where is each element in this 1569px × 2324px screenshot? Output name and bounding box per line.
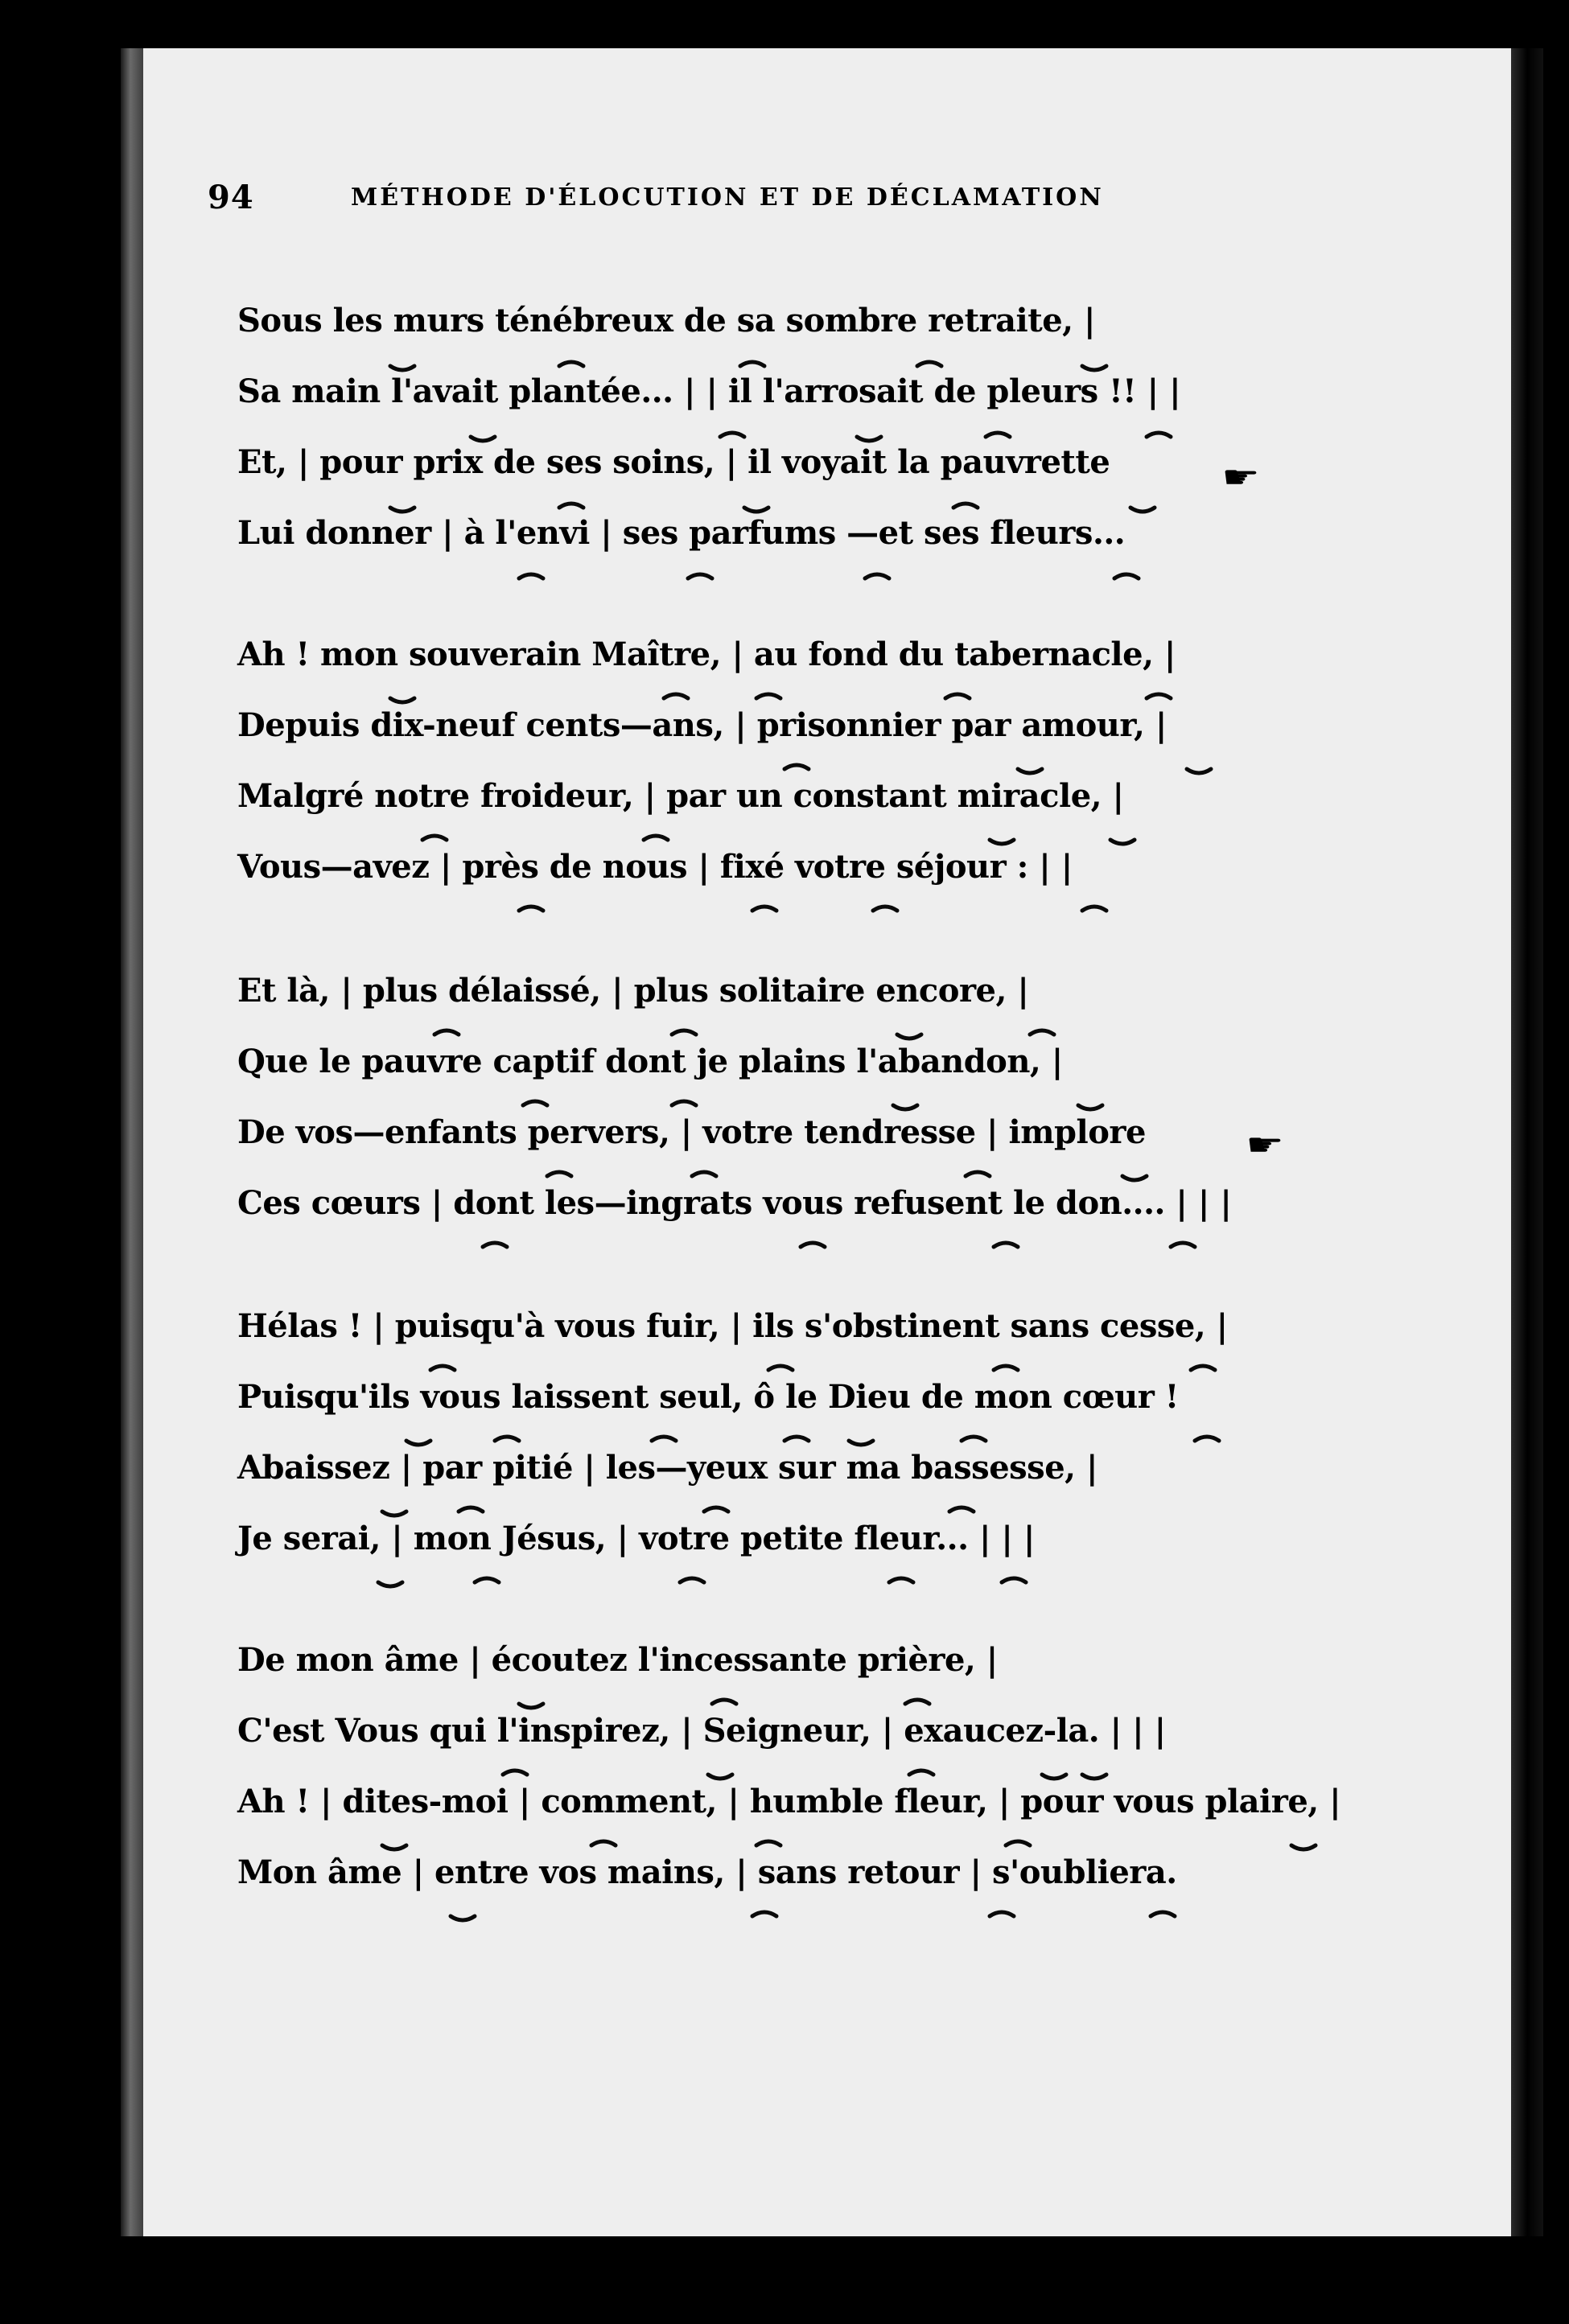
page-right-edge <box>1511 48 1543 2236</box>
verse-line: Abaissez | par pitié | les—yeux sur ma bassesse, | <box>237 1449 1098 1487</box>
verse-line: Et, | pour prix de ses soins, | il voyait la pauvrette <box>237 443 1110 481</box>
verse-line: De vos—enfants pervers, | votre tendresse | implore <box>237 1113 1146 1151</box>
verse-line: Ces cœurs | dont les—ingrats vous refusent le don.... | | | <box>237 1184 1232 1222</box>
stanza <box>237 619 1404 903</box>
verse-line: Depuis dix-neuf cents—ans, | prisonnier par amour, | <box>237 706 1167 744</box>
verse-line: Lui donner | à l'envi | ses parfums —et ses fleurs... <box>237 514 1126 552</box>
verse-line: Ah ! | dites-moi | comment, | humble fleur, | pour vous plaire, | <box>237 1783 1341 1820</box>
stanza <box>237 286 1404 569</box>
verse-line: Vous—avez | près de nous | fixé votre séjour : | | <box>237 848 1073 886</box>
verse-line: Sa main l'avait plantée... | | il l'arrosait de pleurs !! | | <box>237 372 1181 410</box>
stanza <box>237 1291 1404 1574</box>
book-gutter-edge <box>121 48 145 2236</box>
pointing-hand-icon: ☛ <box>1221 461 1260 495</box>
page-number: 94 <box>208 179 254 216</box>
verse-line: Sous les murs ténébreux de sa sombre retraite, | <box>237 302 1096 339</box>
verse-line: Que le pauvre captif dont je plains l'abandon, | <box>237 1043 1063 1080</box>
verse-line: Ah ! mon souverain Maître, | au fond du tabernacle, | <box>237 636 1176 673</box>
verse-line: Puisqu'ils vous laissent seul, ô le Dieu de mon cœur ! <box>237 1378 1179 1416</box>
stanza <box>237 956 1404 1239</box>
verse-line: Hélas ! | puisqu'à vous fuir, | ils s'obstinent sans cesse, | <box>237 1307 1228 1345</box>
verse-line: Malgré notre froideur, | par un constant miracle, | <box>237 777 1124 815</box>
verse-line: Je serai, | mon Jésus, | votre petite fleur... | | | <box>237 1520 1035 1557</box>
verse-line: C'est Vous qui l'inspirez, | Seigneur, | exaucez-la. | | | <box>237 1712 1166 1750</box>
pointing-hand-icon: ☛ <box>1246 1129 1284 1162</box>
stanza <box>237 1625 1404 1908</box>
verse-line: Mon âme | entre vos mains, | sans retour | s'oubliera. <box>237 1853 1177 1891</box>
verse-line: Et là, | plus délaissé, | plus solitaire encore, | <box>237 972 1029 1010</box>
verse-line: De mon âme | écoutez l'incessante prière, | <box>237 1641 998 1679</box>
running-head: MÉTHODE D'ÉLOCUTION ET DE DÉCLAMATION <box>351 183 1104 212</box>
page-header <box>208 179 1294 227</box>
